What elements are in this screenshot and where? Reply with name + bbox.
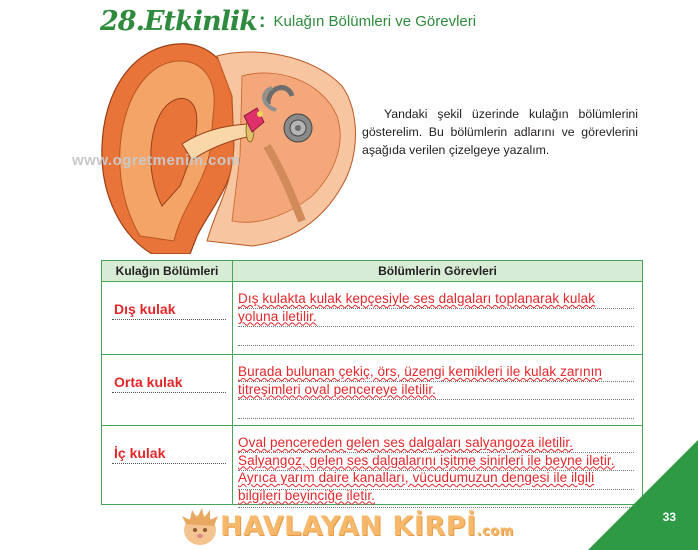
table-row [102, 426, 643, 505]
table-header-parts: Kulağın Bölümleri [102, 261, 233, 282]
part-description: Oval pencereden gelen ses dalgaları salyangoza iletilir. Salyangoz, gelen ses dalgalarını işitme sinirleri ile beyne iletir. Ayrıca yarım daire kanalları, vücudumuzun dengesi ile ilgili bilgileri beyinciğe iletir. [238, 435, 615, 503]
part-cell [102, 355, 233, 426]
part-cell [102, 282, 233, 355]
page-number: 33 [662, 510, 676, 524]
activity-title: Kulağın Bölümleri ve Görevleri [273, 12, 477, 30]
ear-illustration [92, 36, 362, 254]
part-description: Burada bulunan çekiç, örs, üzengi kemikleri ile kulak zarının titreşimleri oval pencereye iletilir. [238, 364, 603, 397]
activity-number: 28.Etkinlik [100, 5, 257, 37]
part-name: Orta kulak [114, 374, 183, 390]
table-header-functions: Bölümlerin Görevleri [233, 261, 643, 282]
page-corner-triangle [588, 440, 698, 550]
site-logo [180, 503, 514, 549]
hedgehog-icon [180, 504, 220, 548]
part-cell [102, 426, 233, 505]
part-description: Dış kulakta kulak kepçesiyle ses dalgaları toplanarak kulak yoluna iletilir. [238, 291, 596, 324]
table-row [102, 282, 643, 355]
table-header-row [102, 261, 643, 282]
part-name: Dış kulak [114, 301, 176, 317]
desc-cell [233, 355, 643, 426]
table-row [102, 355, 643, 426]
ear-parts-table [101, 260, 643, 505]
part-name: İç kulak [114, 445, 166, 461]
desc-cell [233, 426, 643, 505]
intro-paragraph: Yandaki şekil üzerinde kulağın bölümlerini gösterelim. Bu bölümlerin adlarını ve görevlerini aşağıda verilen çizelgeye yazalım. [362, 107, 638, 157]
logo-text: HAVLAYAN KİRPİ.com [220, 510, 514, 542]
watermark: www.ogretmenim.com [72, 152, 241, 169]
activity-colon: : [258, 9, 266, 32]
desc-cell [233, 282, 643, 355]
activity-header [100, 4, 476, 38]
